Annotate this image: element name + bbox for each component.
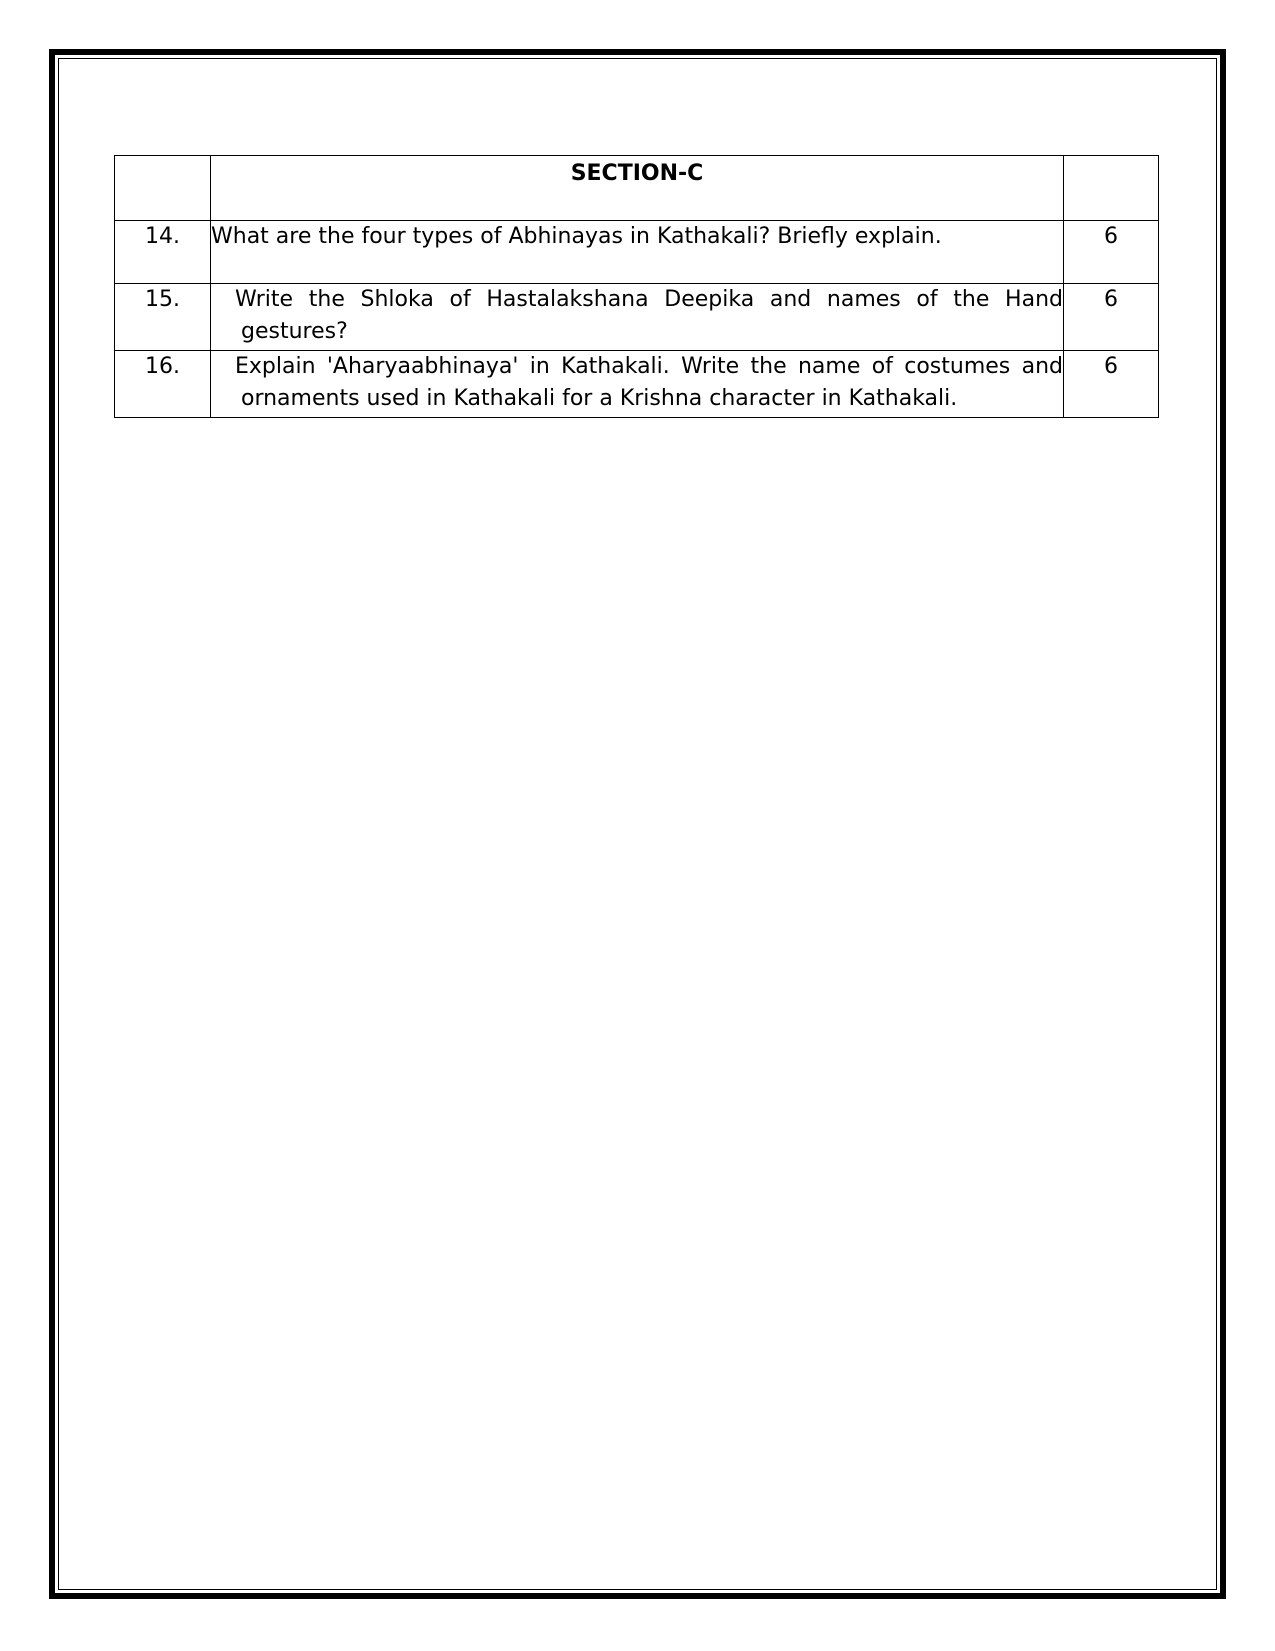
question-number: 15. <box>115 284 211 351</box>
section-title: SECTION-C <box>211 156 1064 221</box>
question-row-14 <box>115 221 1159 284</box>
question-marks: 6 <box>1064 351 1159 418</box>
question-row-15 <box>115 284 1159 351</box>
question-text: What are the four types of Abhinayas in Kathakali? Briefly explain. <box>211 221 1064 284</box>
header-marks-cell <box>1064 156 1159 221</box>
question-text-line: ornaments used in Kathakali for a Krishna character in Kathakali. <box>241 386 958 411</box>
question-text-line: Write the Shloka of Hastalakshana Deepika and names of the Hand <box>235 287 1063 312</box>
question-row-16 <box>115 351 1159 418</box>
header-number-cell <box>115 156 211 221</box>
question-marks: 6 <box>1064 284 1159 351</box>
question-marks: 6 <box>1064 221 1159 284</box>
question-text-line: Explain 'Aharyaabhinaya' in Kathakali. Write the name of costumes and <box>235 354 1063 379</box>
question-text-line: gestures? <box>241 319 348 344</box>
question-number: 16. <box>115 351 211 418</box>
question-text <box>211 351 1064 418</box>
question-text <box>211 284 1064 351</box>
question-table <box>114 155 1159 418</box>
section-header-row <box>115 156 1159 221</box>
question-number: 14. <box>115 221 211 284</box>
